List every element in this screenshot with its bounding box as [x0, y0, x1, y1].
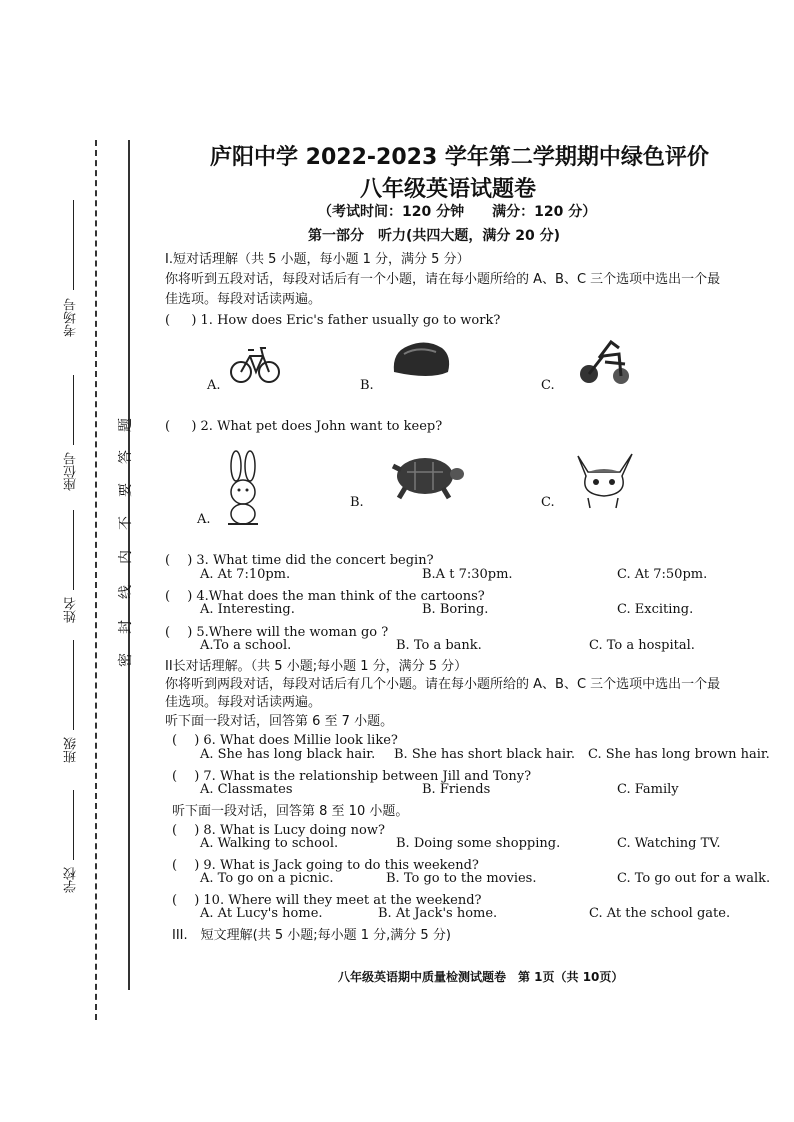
question-3: ( ) 3. What time did the concert begin? [165, 553, 434, 568]
q3-option-a: A. At 7:10pm. [200, 567, 291, 582]
question-9: ( ) 9. What is Jack going to do this weekend? [172, 858, 479, 873]
section1-instruction: 佳选项。每段对话读两遍。 [165, 292, 322, 307]
page-footer: 八年级英语期中质量检测试题卷 第 1页（共 10页） [338, 970, 624, 984]
q10-option-a: A. At Lucy's home. [200, 906, 323, 921]
question-6: ( ) 6. What does Millie look like? [172, 733, 398, 748]
q5-option-b: B. To a bank. [396, 638, 482, 653]
seal-char: 封 [118, 620, 134, 634]
question-5: ( ) 5.Where will the woman go ? [165, 625, 389, 640]
q2-option-a-label: A. [197, 512, 211, 527]
q4-option-a: A. Interesting. [200, 602, 295, 617]
class-underline [73, 640, 74, 730]
class-label: 班级 [64, 737, 79, 763]
seal-char: 内 [118, 550, 134, 564]
car-icon [390, 338, 452, 382]
margin-solid-line [128, 140, 130, 990]
q6-option-a: A. She has long black hair. [200, 747, 376, 762]
question-7: ( ) 7. What is the relationship between Jill and Tony? [172, 769, 532, 784]
bicycle-icon [230, 340, 280, 386]
section2-instruction: 佳选项。每段对话读两遍。 [165, 695, 322, 710]
q4-option-c: C. Exciting. [617, 602, 694, 617]
q10-option-b: B. At Jack's home. [378, 906, 498, 921]
question-2: ( ) 2. What pet does John want to keep? [165, 419, 443, 434]
q7-option-a: A. Classmates [200, 782, 293, 797]
section1-instruction: 你将听到五段对话，每段对话后有一个小题，请在每小题所给的 A、B、C 三个选项中选出一个最 [165, 272, 721, 287]
q8-option-c: C. Watching TV. [617, 836, 721, 851]
section1-heading: I.短对话理解（共 5 小题，每小题 1 分，满分 5 分） [165, 252, 470, 267]
q2-option-b-label: B. [350, 495, 364, 510]
q3-option-c: C. At 7:50pm. [617, 567, 708, 582]
section3-heading: III. 短文理解(共 5 小题;每小题 1 分,满分 5 分) [172, 928, 451, 943]
q3-option-b: B.A t 7:30pm. [422, 567, 513, 582]
turtle-icon [385, 450, 465, 502]
q7-option-b: B. Friends [422, 782, 491, 797]
q5-option-a: A.To a school. [200, 638, 292, 653]
seal-char: 题 [118, 418, 134, 432]
motorbike-icon [575, 338, 635, 388]
exam-room-label: 考场号 [64, 298, 79, 337]
cat-icon [570, 448, 638, 510]
exam-room-underline [73, 200, 74, 290]
rabbit-icon [220, 450, 266, 528]
exam-title: 庐阳中学 2022-2023 学年第二学期期中绿色评价 [210, 145, 709, 170]
q1-option-c-label: C. [541, 378, 555, 393]
exam-subtitle: 八年级英语试题卷 [360, 177, 537, 202]
q4-option-b: B. Boring. [422, 602, 489, 617]
q6-option-b: B. She has short black hair. [394, 747, 576, 762]
q9-option-b: B. To go to the movies. [386, 871, 537, 886]
seat-underline [73, 375, 74, 445]
question-4: ( ) 4.What does the man think of the cartoons? [165, 589, 485, 604]
seal-char: 不 [118, 516, 134, 530]
name-underline [73, 510, 74, 590]
section2-intro: 听下面一段对话，回答第 6 至 7 小题。 [165, 714, 394, 729]
q2-option-c-label: C. [541, 495, 555, 510]
name-label: 姓名 [64, 597, 79, 623]
q10-option-c: C. At the school gate. [589, 906, 731, 921]
exam-time-info: （考试时间：120 分钟 满分：120 分） [318, 204, 597, 220]
q8-option-a: A. Walking to school. [200, 836, 339, 851]
part-heading: 第一部分 听力(共四大题，满分 20 分) [308, 228, 561, 244]
question-1: ( ) 1. How does Eric's father usually go to work? [165, 313, 501, 328]
school-underline [73, 790, 74, 860]
question-8: ( ) 8. What is Lucy doing now? [172, 823, 385, 838]
section2-intro: 听下面一段对话，回答第 8 至 10 小题。 [172, 804, 409, 819]
q9-option-a: A. To go on a picnic. [200, 871, 334, 886]
q1-option-b-label: B. [360, 378, 374, 393]
section2-heading: II长对话理解。（共 5 小题;每小题 1 分，满分 5 分） [165, 659, 468, 674]
q6-option-c: C. She has long brown hair. [588, 747, 770, 762]
seal-char: 答 [118, 450, 134, 464]
seal-char: 线 [118, 585, 134, 599]
q7-option-c: C. Family [617, 782, 679, 797]
seat-label: 座位号 [64, 452, 79, 491]
section2-instruction: 你将听到两段对话，每段对话后有几个小题。请在每小题所给的 A、B、C 三个选项中选出一个最 [165, 677, 721, 692]
question-10: ( ) 10. Where will they meet at the weekend? [172, 893, 482, 908]
seal-char: 要 [118, 483, 134, 497]
margin-dashed-line [95, 140, 97, 1020]
seal-char: 密 [118, 653, 134, 667]
school-label: 学校 [64, 867, 79, 893]
q5-option-c: C. To a hospital. [589, 638, 695, 653]
q9-option-c: C. To go out for a walk. [617, 871, 771, 886]
q1-option-a-label: A. [207, 378, 221, 393]
q8-option-b: B. Doing some shopping. [396, 836, 561, 851]
